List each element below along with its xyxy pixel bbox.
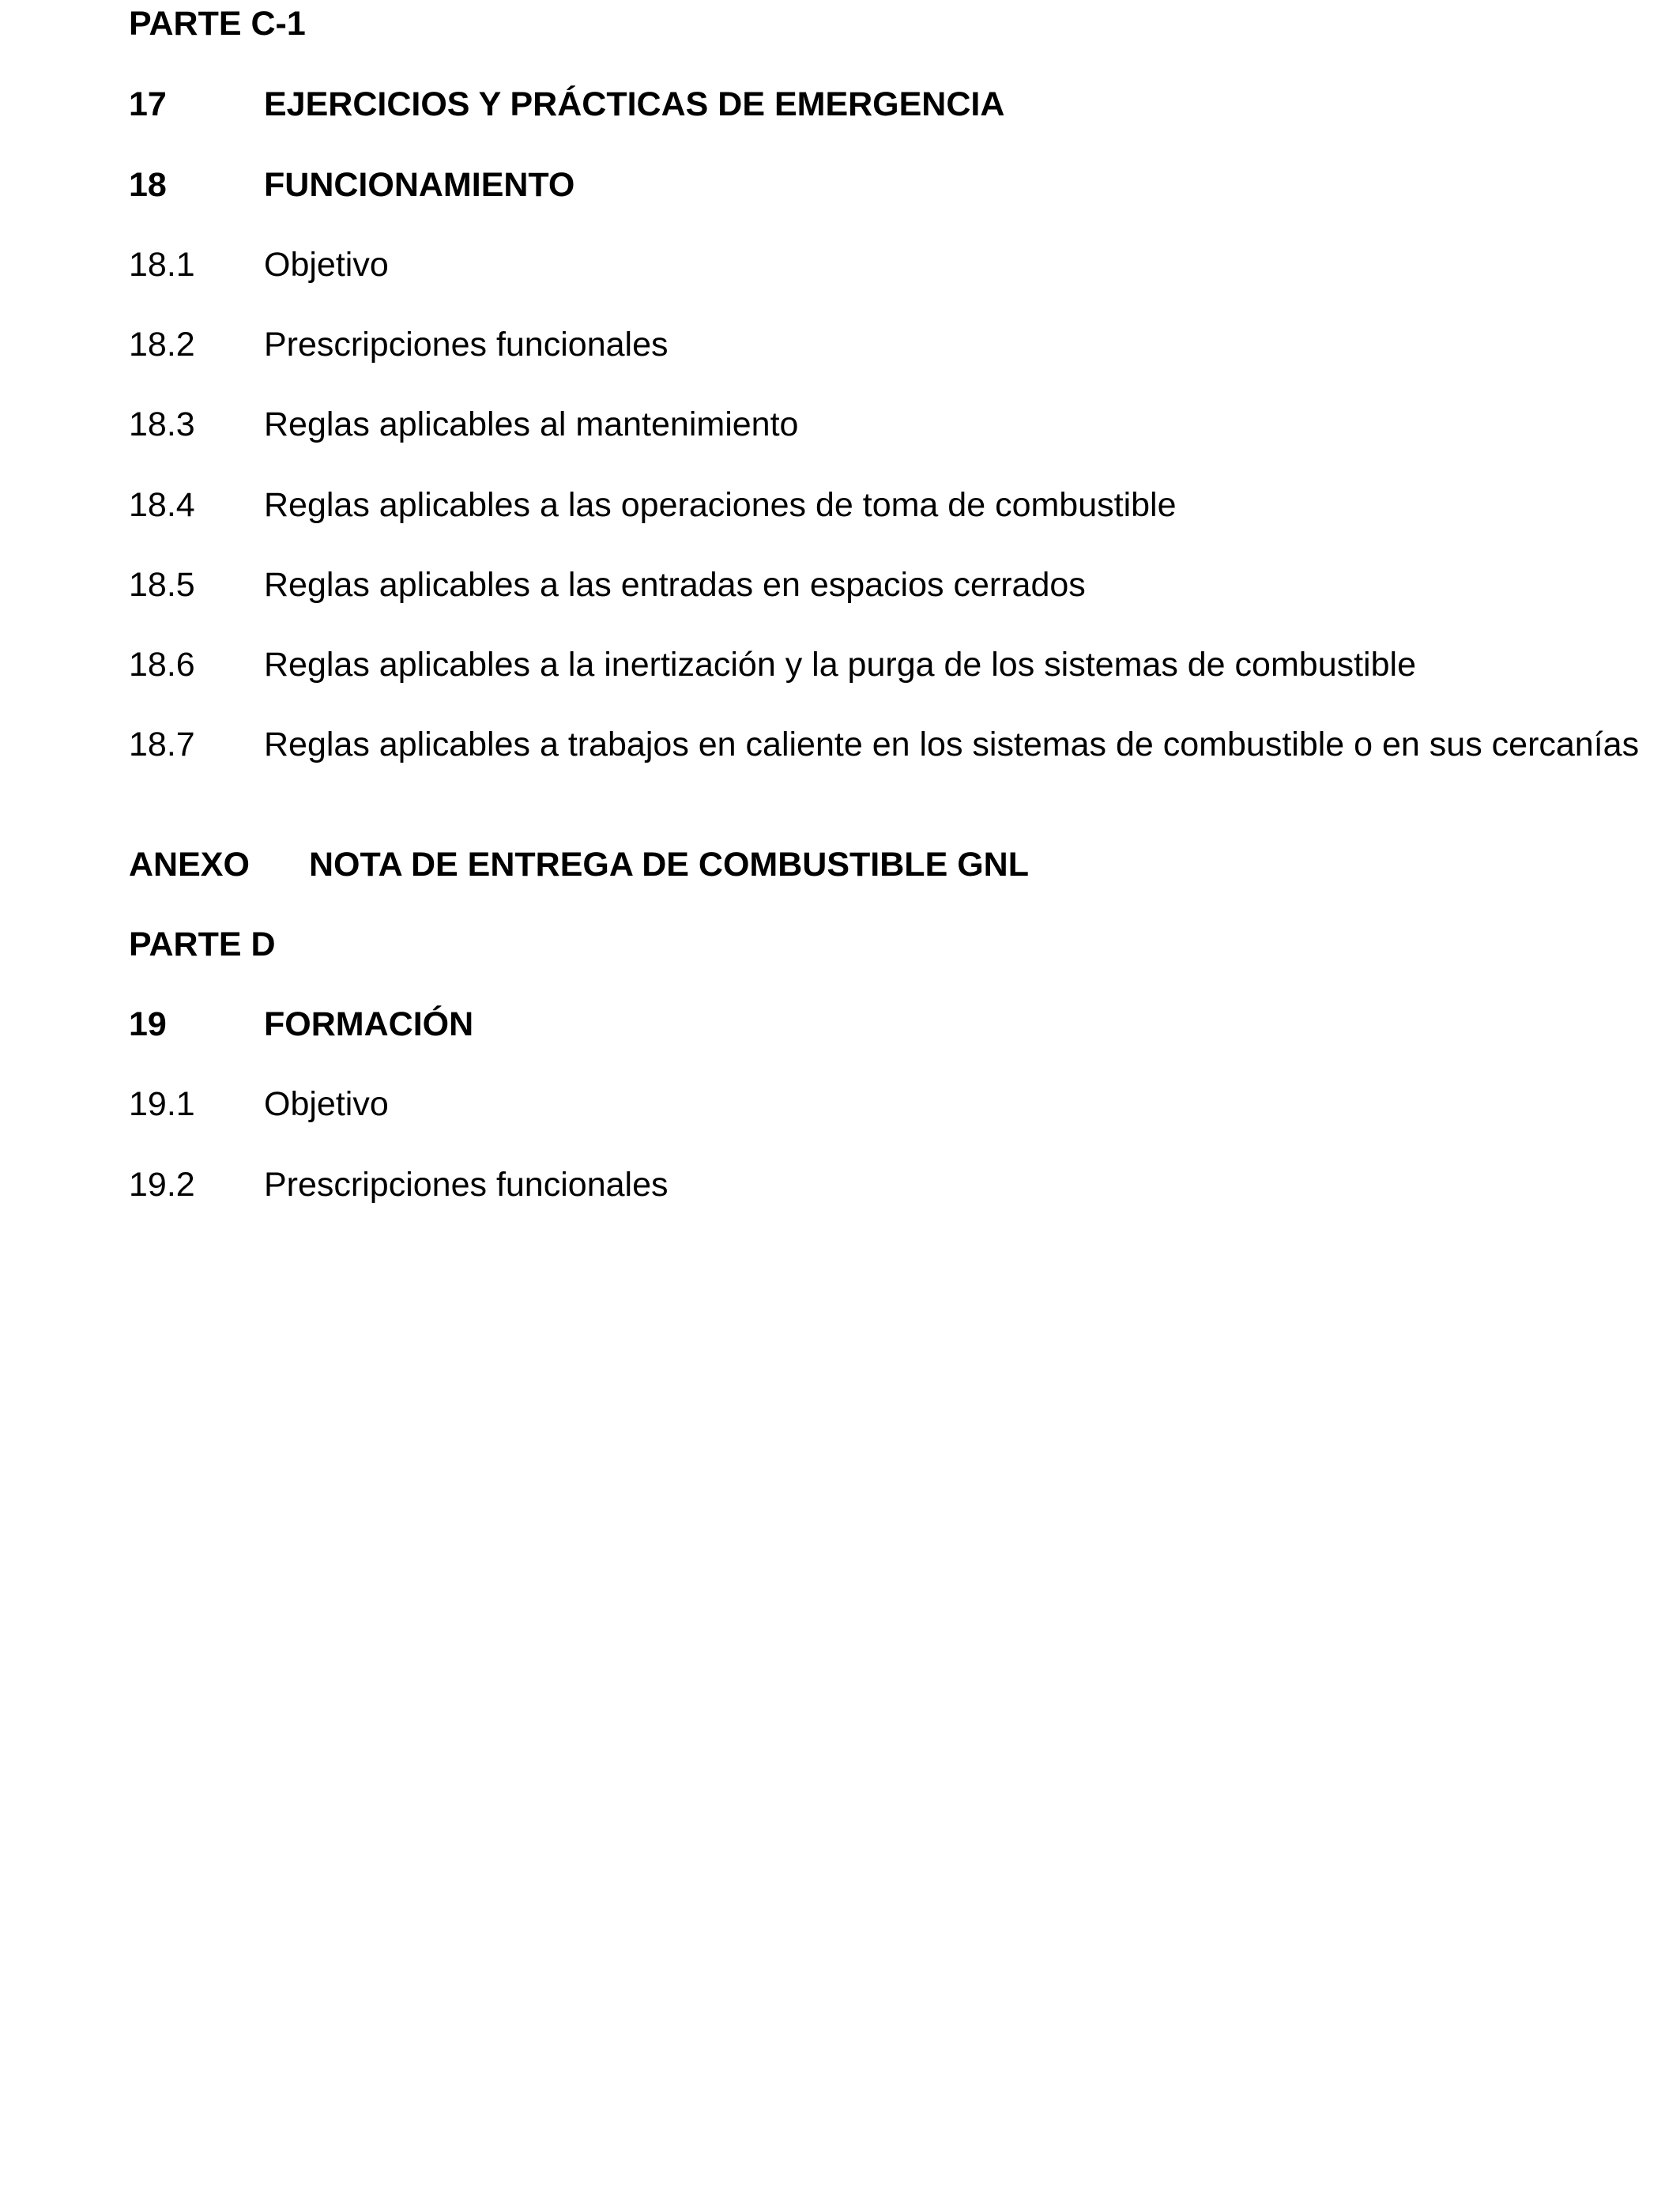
toc-entry-title: Prescripciones funcionales xyxy=(264,1166,669,1204)
toc-entry-title: Reglas aplicables al mantenimiento xyxy=(264,405,799,443)
toc-entry-number: 18.1 xyxy=(129,246,195,284)
toc-entry-number: 18.2 xyxy=(129,326,195,364)
part-d-heading: PARTE D xyxy=(129,925,276,963)
toc-entry-number: 19.1 xyxy=(129,1085,195,1123)
toc-entry-number: 18.6 xyxy=(129,646,195,684)
toc-entry-number: 18.3 xyxy=(129,405,195,443)
toc-entry-number: 19.2 xyxy=(129,1166,195,1204)
part-c1-heading: PARTE C-1 xyxy=(129,5,306,43)
toc-entry-title: Reglas aplicables a las operaciones de toma de combustible xyxy=(264,486,1177,524)
toc-entry-number: 18 xyxy=(129,166,167,204)
toc-entry-number: 18.4 xyxy=(129,486,195,524)
toc-entry-title: Prescripciones funcionales xyxy=(264,326,669,364)
toc-entry-title: EJERCICIOS Y PRÁCTICAS DE EMERGENCIA xyxy=(264,85,1005,123)
toc-entry-number: 18.5 xyxy=(129,566,195,604)
toc-entry-title: FUNCIONAMIENTO xyxy=(264,166,575,204)
toc-entry-title: Objetivo xyxy=(264,1085,389,1123)
toc-entry-title: Objetivo xyxy=(264,246,389,284)
toc-entry-number: 17 xyxy=(129,85,167,123)
annex-title: NOTA DE ENTREGA DE COMBUSTIBLE GNL xyxy=(309,846,1029,884)
annex-label: ANEXO xyxy=(129,846,250,884)
toc-entry-number: 18.7 xyxy=(129,726,195,763)
toc-entry-title: FORMACIÓN xyxy=(264,1005,474,1043)
toc-entry-title: Reglas aplicables a las entradas en espacios cerrados xyxy=(264,566,1086,604)
toc-entry-number: 19 xyxy=(129,1005,167,1043)
toc-entry-title: Reglas aplicables a la inertización y la purga de los sistemas de combustible xyxy=(264,646,1416,684)
toc-entry-title: Reglas aplicables a trabajos en caliente en los sistemas de combustible o en sus cercanías xyxy=(264,726,1640,763)
